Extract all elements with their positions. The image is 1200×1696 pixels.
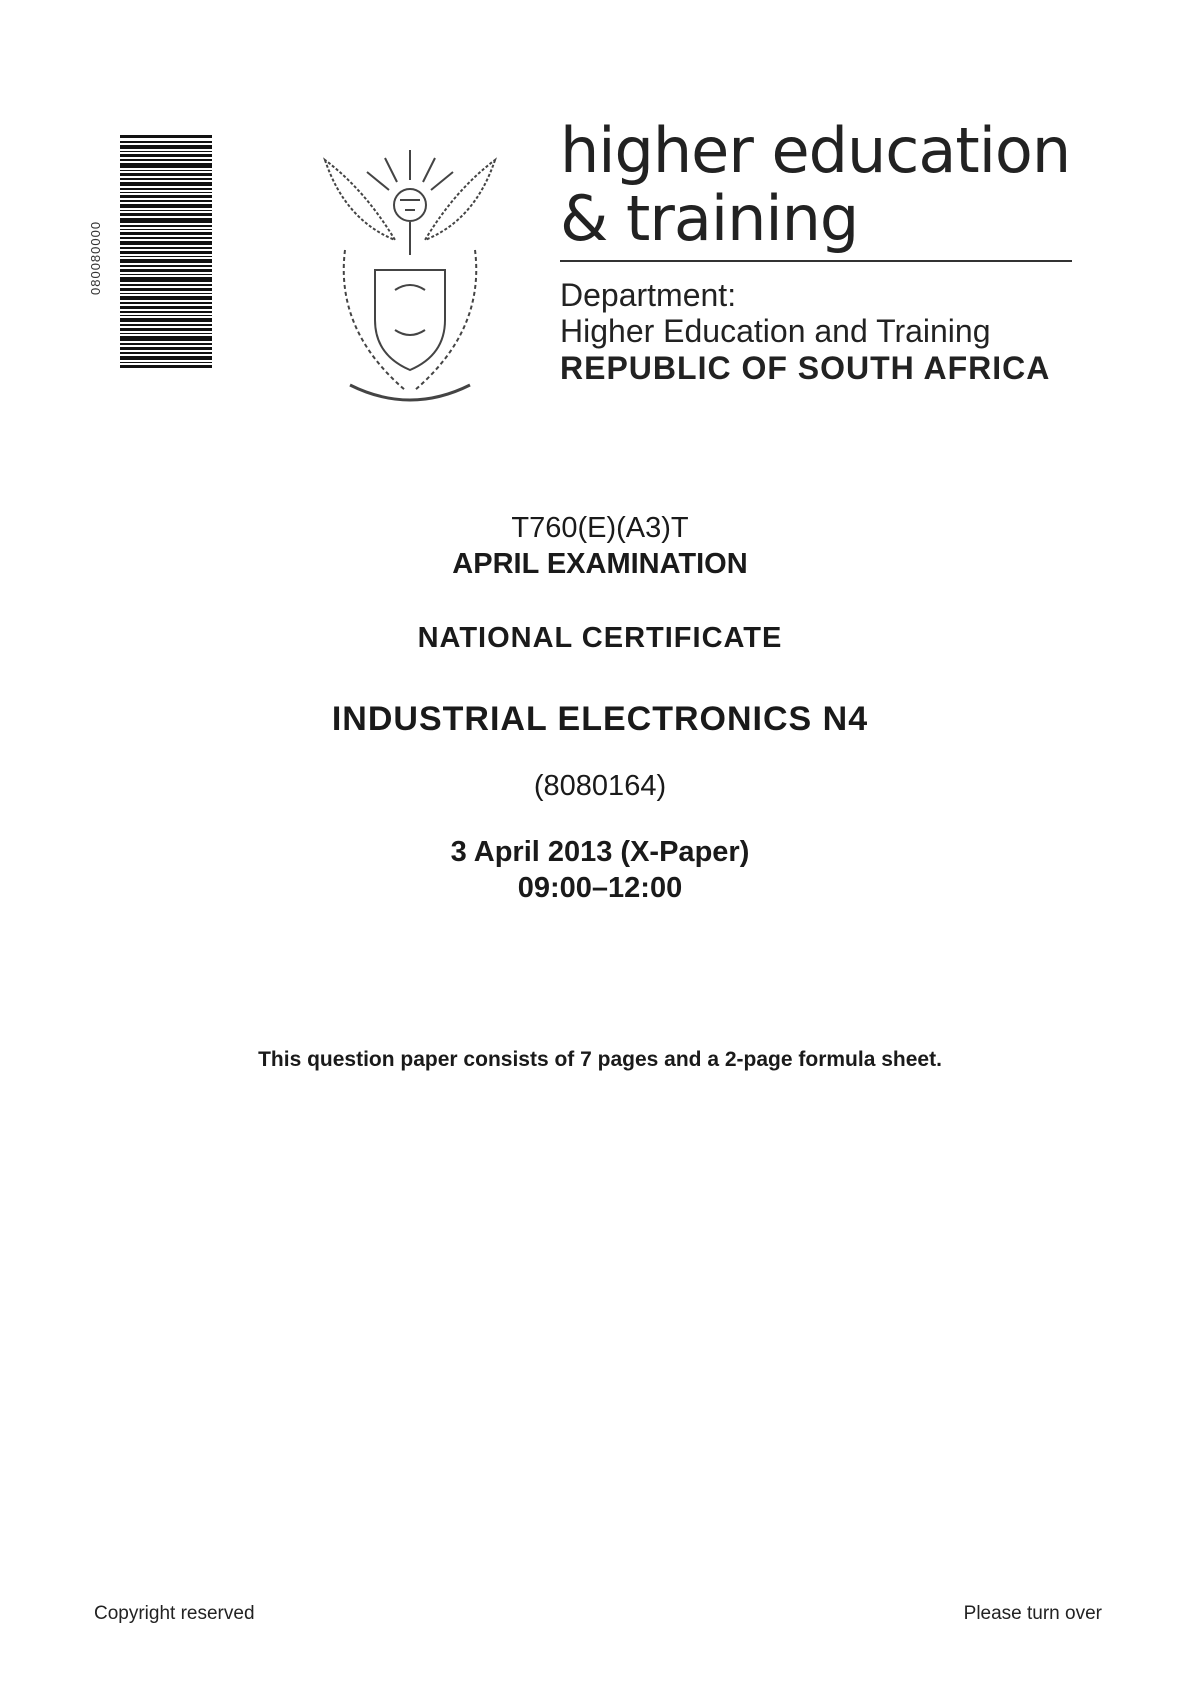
exam-time: 09:00–12:00	[517, 872, 683, 904]
barcode-number: 080080000	[88, 220, 103, 295]
brand-title-line1: higher education	[560, 114, 1071, 187]
subject-title: INDUSTRIAL ELECTRONICS N4	[331, 700, 869, 738]
brand-title-line2: & training	[560, 182, 859, 255]
paper-code: T760(E)(A3)T	[511, 512, 689, 544]
department-country: REPUBLIC OF SOUTH AFRICA	[560, 350, 1051, 386]
exam-date: 3 April 2013 (X-Paper)	[450, 836, 750, 868]
barcode-graphic	[90, 135, 215, 375]
certificate-title: NATIONAL CERTIFICATE	[417, 622, 783, 654]
department-label: Department:	[560, 277, 737, 313]
coat-of-arms-icon	[305, 130, 515, 410]
department-name: Higher Education and Training	[560, 313, 991, 349]
subject-code: (8080164)	[533, 770, 667, 802]
turn-over-notice: Please turn over	[963, 1603, 1102, 1624]
coat-of-arms-emblem	[305, 130, 515, 410]
paper-info: This question paper consists of 7 pages and a 2-page formula sheet.	[258, 1048, 942, 1071]
copyright-notice: Copyright reserved	[94, 1603, 255, 1624]
barcode	[90, 135, 215, 375]
brand-divider	[560, 260, 1072, 262]
exam-session: APRIL EXAMINATION	[452, 548, 748, 580]
